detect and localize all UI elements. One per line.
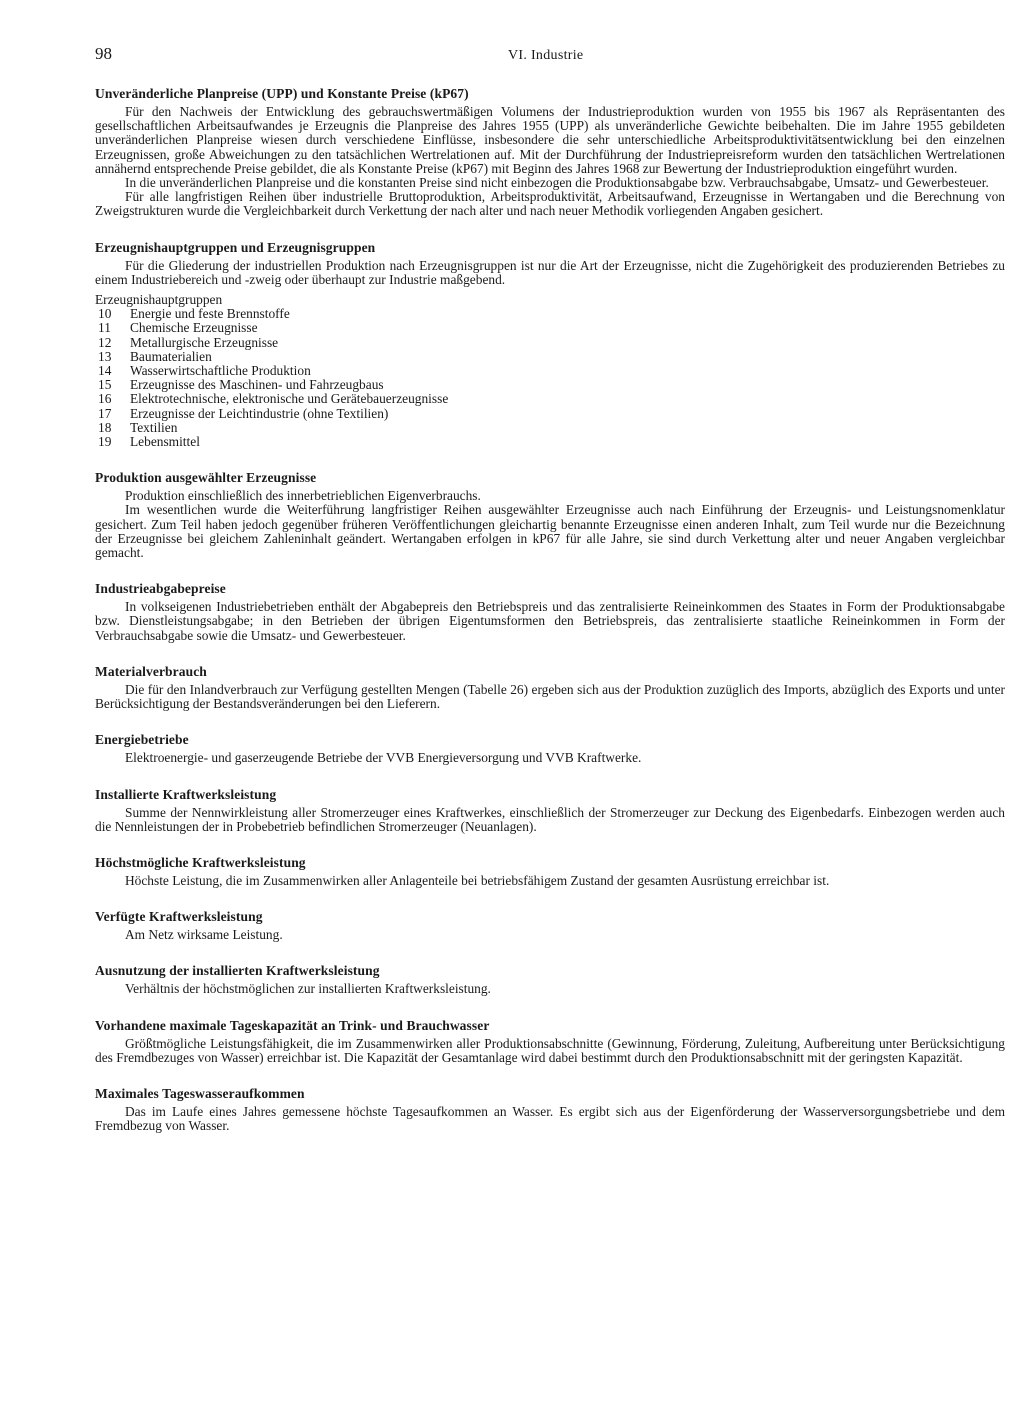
list-heading: Erzeugnishauptgruppen: [95, 292, 223, 308]
paragraph: Elektroenergie- und gaserzeugende Betriebe der VVB Energieversorgung und VVB Kraftwerke.: [125, 750, 642, 766]
paragraph: Für alle langfristigen Reihen über industrielle Bruttoproduktion, Arbeitsproduktivität, Arbeitsaufwand, Erzeugnisse in Wertangaben und die Berechnung von Zweigstrukturen wurde die Vergleichbarkeit durch Verkettung der nach alter und nach neuer Methodik vorliegenden Angaben gesichert.: [95, 189, 1005, 219]
list-item-number: 16: [98, 391, 112, 407]
section-produktion: [95, 470, 1005, 560]
list-item-number: 14: [98, 363, 112, 379]
list-item: [95, 336, 1005, 350]
page-body: [95, 86, 1005, 1133]
list-item: [95, 321, 1005, 335]
list-item: [95, 421, 1005, 435]
paragraph: Produktion einschließlich des innerbetrieblichen Eigenverbrauchs.: [125, 488, 481, 504]
paragraph: Die für den Inlandverbrauch zur Verfügung gestellten Mengen (Tabelle 26) ergeben sich aus der Produktion zuzüglich des Imports, abzüglich des Exports und unter Berücksichtigung der Bestandsveränderungen bei den Lieferern.: [95, 681, 1005, 712]
paragraph: Summe der Nennwirkleistung aller Stromerzeuger eines Kraftwerkes, einschließlich der Stromerzeuger zur Deckung des Eigenbedarfs. Einbezogen werden auch die Nennleistungen der in Probebetrieb befindlichen Stromerzeuger (Neuanlagen).: [95, 804, 1005, 834]
list-item-number: 11: [98, 320, 111, 336]
list-item-label: Metallurgische Erzeugnisse: [130, 334, 279, 350]
list-item-number: 18: [98, 419, 112, 435]
list-item: [95, 364, 1005, 378]
list-item-label: Elektrotechnische, elektronische und Gerätebauerzeugnisse: [130, 391, 449, 407]
paragraph: Für die Gliederung der industriellen Produktion nach Erzeugnisgruppen ist nur die Art der Erzeugnisse, nicht die Zugehörigkeit des produzierenden Betriebes zu einem Industriebereich und -zweig oder überhaupt zur Industrie maßgebend.: [95, 257, 1005, 287]
section-heading: Installierte Kraftwerksleistung: [95, 786, 277, 802]
list-item-number: 15: [98, 377, 112, 393]
paragraph: In die unveränderlichen Planpreise und die konstanten Preise sind nicht einbezogen die Produktionsabgabe bzw. Verbrauchsabgabe, Umsatz- und Gewerbesteuer.: [125, 175, 989, 191]
list-item-label: Textilien: [130, 419, 178, 435]
list-item-label: Erzeugnisse der Leichtindustrie (ohne Textilien): [130, 405, 389, 421]
section-ausnutzung: [95, 963, 1005, 996]
list-item: [95, 378, 1005, 392]
running-title: VI. Industrie: [508, 48, 584, 63]
section-energiebetriebe: [95, 732, 1005, 765]
list-item-label: Energie und feste Brennstoffe: [130, 306, 290, 322]
list-item: [95, 307, 1005, 321]
page-number: 98: [95, 44, 112, 63]
section-heading: Höchstmögliche Kraftwerksleistung: [95, 854, 306, 870]
list-item-number: 10: [98, 306, 112, 322]
section-planpreise: [95, 86, 1005, 219]
section-verfuegte-kraftwerksleistung: [95, 909, 1005, 942]
paragraph: Höchste Leistung, die im Zusammenwirken aller Anlagenteile bei betriebsfähigem Zustand der gesamten Ausrüstung erreichbar ist.: [125, 872, 830, 888]
section-tageskapazitaet: [95, 1018, 1005, 1065]
list-item-label: Wasserwirtschaftliche Produktion: [130, 363, 311, 379]
list-item: [95, 407, 1005, 421]
paragraph: In volkseigenen Industriebetrieben enthält der Abgabepreis den Betriebspreis und das zentralisierte Reineinkommen des Staates in Form der Produktionsabgabe bzw. Dienstleistungsabgabe; in den Betrieben der übrigen Eigentumsformen den Betriebspreis, das zentralisierte staatliche Reineinkommen in Form der Verbrauchsabgabe sowie die Umsatz- und Gewerbesteuer.: [95, 599, 1005, 643]
paragraph: Am Netz wirksame Leistung.: [125, 927, 283, 943]
list-item-label: Erzeugnisse des Maschinen- und Fahrzeugbaus: [130, 377, 384, 393]
section-heading: Energiebetriebe: [95, 732, 189, 748]
list-item-number: 17: [98, 405, 112, 421]
list-item: [95, 350, 1005, 364]
section-heading: Verfügte Kraftwerksleistung: [95, 909, 263, 925]
section-heading: Unveränderliche Planpreise (UPP) und Konstante Preise (kP67): [95, 86, 469, 101]
section-tageswasseraufkommen: [95, 1086, 1005, 1133]
section-erzeugnishauptgruppen: [95, 240, 1005, 450]
paragraph: Im wesentlichen wurde die Weiterführung langfristiger Reihen ausgewählter Erzeugnisse auch nach Einführung der Erzeugnis- und Leistungsnomenklatur gesichert. Zum Teil haben jedoch gegenüber früheren Veröffentlichungen gleichartig benannte Erzeugnisse einen anderen Inhalt, zum Teil wurde nur die Bezeichnung der Erzeugnisse bei gleichem Zahleninhalt geändert. Wertangaben erfolgen in kP67 für alle Jahre, sie sind durch Verkettung alter und neuer Angaben vergleichbar gemacht.: [95, 502, 1005, 561]
paragraph: Größtmögliche Leistungsfähigkeit, die im Zusammenwirken aller Produktionsabschnitte (Gewinnung, Förderung, Zuleitung, Aufbereitung unter Berücksichtigung des Fremdbezuges von Wasser) erreichbar ist. Die Kapazität der Gesamtanlage wird dabei bestimmt durch den Produktionsabschnitt mit der geringsten Kapazität.: [95, 1035, 1005, 1065]
section-heading: Materialverbrauch: [95, 663, 207, 679]
list-item: [95, 435, 1005, 449]
section-hoechstmoegliche-kraftwerksleistung: [95, 855, 1005, 888]
section-materialverbrauch: [95, 664, 1005, 711]
section-industrieabgabepreise: [95, 581, 1005, 643]
section-heading: Ausnutzung der installierten Kraftwerksleistung: [95, 963, 380, 979]
section-heading: Produktion ausgewählter Erzeugnisse: [95, 470, 317, 486]
paragraph: Verhältnis der höchstmöglichen zur installierten Kraftwerksleistung.: [125, 981, 491, 997]
paragraph: Für den Nachweis der Entwicklung des gebrauchswertmäßigen Volumens der Industrieproduktion wurden von 1955 bis 1967 als Repräsentanten des gesellschaftlichen Arbeitsaufwandes je Erzeugnis die Planpreise des Jahres 1955 (UPP) als unveränderliche Gewichte beibehalten. Die im Jahre 1955 gebildeten unveränderlichen Planpreise wiesen durch verschiedene Einflüsse, insbesondere die sehr unterschiedliche Arbeitsproduktivitätsentwicklung bei den einzelnen Erzeugnissen, große Abweichungen zu den tatsächlichen Wertrelationen auf. Mit der Durchführung der Industriepreisreform wurden den tatsächlichen Wertrelationen annähernd entsprechende Preise gebildet, die als Konstante Preise (kP67) mit Beginn des Jahres 1968 zur Bewertung der Industrieproduktion eingeführt wurden.: [95, 104, 1005, 176]
product-group-list: [95, 307, 1005, 449]
list-item: [95, 392, 1005, 406]
section-heading: Vorhandene maximale Tageskapazität an Trink- und Brauchwasser: [95, 1017, 490, 1033]
list-item-number: 19: [98, 434, 112, 450]
list-item-number: 13: [98, 348, 112, 364]
list-item-label: Baumaterialien: [130, 348, 212, 364]
section-heading: Maximales Tageswasseraufkommen: [95, 1085, 305, 1101]
section-installierte-kraftwerksleistung: [95, 787, 1005, 834]
list-item-label: Lebensmittel: [130, 434, 200, 450]
list-item-label: Chemische Erzeugnisse: [130, 320, 258, 336]
section-heading: Erzeugnishauptgruppen und Erzeugnisgruppen: [95, 239, 376, 255]
section-heading: Industrieabgabepreise: [95, 581, 226, 597]
list-item-number: 12: [98, 334, 112, 350]
paragraph: Das im Laufe eines Jahres gemessene höchste Tagesaufkommen an Wasser. Es ergibt sich aus der Eigenförderung der Wasserversorgungsbetriebe und dem Fremdbezug von Wasser.: [95, 1103, 1005, 1134]
